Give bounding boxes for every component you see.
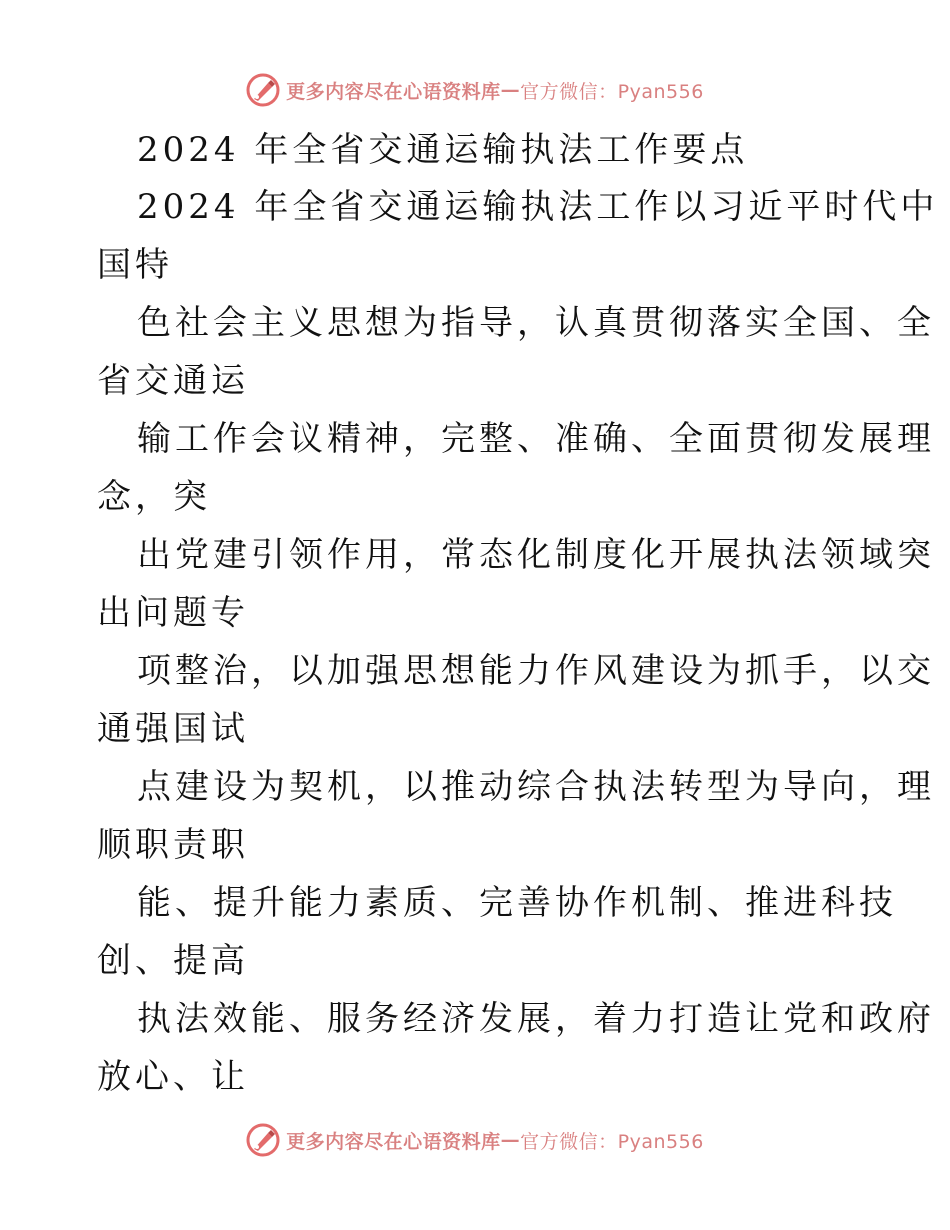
paragraph-line: 创、提高 (97, 941, 249, 981)
paragraph-line: 省交通运 (97, 361, 249, 401)
paragraph-line: 色社会主义思想为指导，认真贯彻落实全国、全 (137, 303, 935, 343)
paragraph-line: 能、提升能力素质、完善协作机制、推进科技 (137, 883, 897, 923)
watermark-brand-text: 官方微信：Pyan556 (520, 1130, 704, 1153)
paragraph-line: 出问题专 (97, 593, 249, 633)
watermark-separator: — (500, 1129, 521, 1151)
watermark-brand-text: 官方微信：Pyan556 (520, 80, 704, 103)
paragraph-line: 执法效能、服务经济发展，着力打造让党和政府 (137, 999, 935, 1039)
paragraph-line: 出党建引领作用，常态化制度化开展执法领域突 (137, 535, 935, 575)
pen-logo-icon (246, 1123, 280, 1157)
paragraph-line: 顺职责职 (97, 825, 249, 865)
watermark-separator: — (500, 79, 521, 101)
watermark-main-text: 更多内容尽在心语资料库 (286, 80, 501, 103)
paragraph-line: 放心、让 (97, 1057, 249, 1097)
paragraph-line: 点建设为契机，以推动综合执法转型为导向，理 (137, 767, 935, 807)
document-title: 2024 年全省交通运输执法工作要点 (137, 130, 749, 170)
paragraph-line: 通强国试 (97, 709, 249, 749)
pen-logo-icon (246, 73, 280, 107)
watermark-main-text: 更多内容尽在心语资料库 (286, 1130, 501, 1153)
paragraph-line: 念，突 (97, 477, 211, 517)
footer-watermark (0, 1120, 950, 1160)
paragraph-line: 2024 年全省交通运输执法工作以习近平时代中 (137, 187, 939, 227)
paragraph-line: 输工作会议精神，完整、准确、全面贯彻发展理 (137, 419, 935, 459)
paragraph-line: 项整治，以加强思想能力作风建设为抓手，以交 (137, 651, 935, 691)
paragraph-line: 国特 (97, 245, 173, 285)
header-watermark (0, 70, 950, 110)
